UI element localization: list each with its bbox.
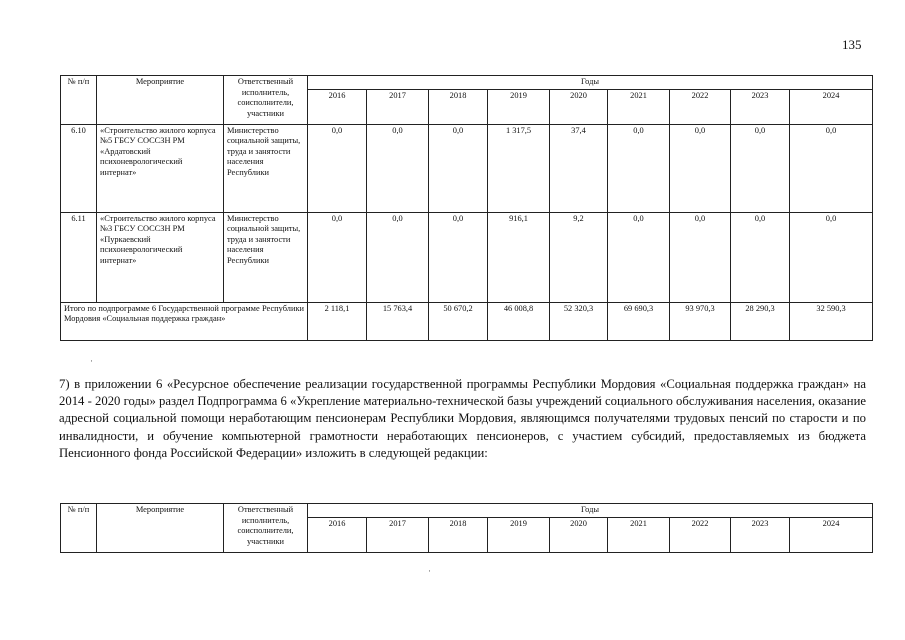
- year-header: 2017: [367, 517, 429, 552]
- table-row: [61, 212, 873, 302]
- row-value: 0,0: [367, 124, 429, 212]
- total-value: 50 670,2: [429, 302, 488, 340]
- row-responsible: Министерство социальной защиты, труда и занятости населения Республики: [224, 212, 308, 302]
- row-value: 0,0: [367, 212, 429, 302]
- header-event: Мероприятие: [97, 504, 224, 553]
- row-responsible: Министерство социальной защиты, труда и занятости населения Республики: [224, 124, 308, 212]
- year-header: 2021: [608, 517, 670, 552]
- resource-table: [60, 75, 873, 341]
- body-paragraph: 7) в приложении 6 «Ресурсное обеспечение реализации государственной программы Республики Мордовия «Социальная поддержка граждан» на 2014 - 2020 годы» раздел Подпрограмма 6 «Укрепление материально-технической базы учреждений социального обслуживания населения, оказание адресной социальной помощи неработающим пенсионерам Республики Мордовия, являющимся получателями трудовых пенсий по старости и по инвалидности, и обучение компьютерной грамотности неработающих пенсионеров, с участием субсидий, предоставляемых из бюджета Пенсионного фонда Российской Федерации» изложить в следующей редакции:: [59, 377, 866, 460]
- row-num: 6.11: [61, 212, 97, 302]
- year-header: 2018: [429, 517, 488, 552]
- header-num: № п/п: [61, 76, 97, 125]
- header-event: Мероприятие: [97, 76, 224, 125]
- table-row: [61, 124, 873, 212]
- total-row: [61, 302, 873, 340]
- page-number: 135: [842, 37, 862, 52]
- year-header: 2023: [731, 517, 790, 552]
- total-value: 28 290,3: [731, 302, 790, 340]
- header-responsible: Ответственный исполнитель, соисполнители, участники: [224, 504, 308, 553]
- year-header: 2019: [488, 89, 550, 124]
- header-responsible: Ответственный исполнитель, соисполнители, участники: [224, 76, 308, 125]
- year-header: 2024: [790, 89, 873, 124]
- row-value: 0,0: [731, 212, 790, 302]
- total-value: 93 970,3: [670, 302, 731, 340]
- row-value: 0,0: [608, 212, 670, 302]
- row-value: 0,0: [670, 124, 731, 212]
- year-header: 2019: [488, 517, 550, 552]
- row-value: 0,0: [790, 124, 873, 212]
- row-value: 9,2: [550, 212, 608, 302]
- header-num: № п/п: [61, 504, 97, 553]
- scan-speck: ·: [90, 356, 93, 366]
- row-value: 0,0: [308, 124, 367, 212]
- row-value: 1 317,5: [488, 124, 550, 212]
- total-label: Итого по подпрограмме 6 Государственной программе Республики Мордовия «Социальная поддержка граждан»: [61, 302, 308, 340]
- total-value: 2 118,1: [308, 302, 367, 340]
- row-event: «Строительство жилого корпуса №3 ГБСУ СОССЗН РМ «Пуркаевский психоневрологический интернат»: [97, 212, 224, 302]
- header-years: Годы: [308, 504, 873, 518]
- header-years: Годы: [308, 76, 873, 90]
- total-value: 46 008,8: [488, 302, 550, 340]
- row-value: 0,0: [670, 212, 731, 302]
- total-value: 69 690,3: [608, 302, 670, 340]
- year-header: 2023: [731, 89, 790, 124]
- year-header: 2016: [308, 89, 367, 124]
- year-header: 2021: [608, 89, 670, 124]
- total-value: 15 763,4: [367, 302, 429, 340]
- year-header: 2022: [670, 517, 731, 552]
- row-value: 916,1: [488, 212, 550, 302]
- scan-speck: ·: [428, 566, 431, 576]
- total-value: 52 320,3: [550, 302, 608, 340]
- row-num: 6.10: [61, 124, 97, 212]
- row-value: 0,0: [608, 124, 670, 212]
- year-header: 2024: [790, 517, 873, 552]
- row-value: 37,4: [550, 124, 608, 212]
- row-value: 0,0: [308, 212, 367, 302]
- year-header: 2016: [308, 517, 367, 552]
- row-value: 0,0: [790, 212, 873, 302]
- row-event: «Строительство жилого корпуса №5 ГБСУ СОССЗН РМ «Ардатовский психоневрологический интернат»: [97, 124, 224, 212]
- row-value: 0,0: [429, 212, 488, 302]
- year-header: 2018: [429, 89, 488, 124]
- year-header: 2020: [550, 89, 608, 124]
- row-value: 0,0: [731, 124, 790, 212]
- year-header: 2017: [367, 89, 429, 124]
- year-header: 2020: [550, 517, 608, 552]
- total-value: 32 590,3: [790, 302, 873, 340]
- row-value: 0,0: [429, 124, 488, 212]
- year-header: 2022: [670, 89, 731, 124]
- resource-table-new: [60, 503, 873, 553]
